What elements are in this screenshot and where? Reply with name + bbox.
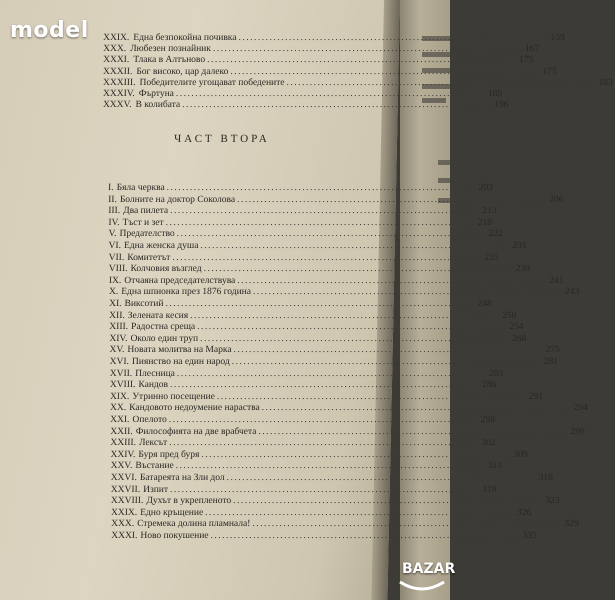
toc-entry-text: Буря пред буря — [138, 449, 200, 460]
toc-entry-title — [109, 344, 231, 356]
toc-entry-text: Духът в укрепленото — [146, 496, 232, 507]
toc-entry — [108, 194, 564, 206]
toc-entry-text: Кандовото недоумение нараства — [129, 403, 260, 414]
toc-entry-number: V. — [108, 229, 117, 240]
toc-entry-title — [103, 54, 205, 66]
toc-entry-title — [110, 414, 167, 426]
toc-entry-text: Виксотий — [124, 299, 164, 309]
toc-entry-page: 283 — [488, 368, 504, 379]
toc-entry-page: 281 — [543, 357, 559, 367]
toc-entry-number: XXXI. — [111, 531, 138, 541]
toc-leader-dots: ................................................................................ — [182, 100, 493, 111]
toc-entry-number: X. — [108, 287, 119, 298]
toc-entry-text: Пиянство на един народ — [131, 357, 230, 367]
toc-entry-page: 298 — [480, 415, 496, 425]
toc-leader-dots: ................................................................................ — [169, 484, 481, 495]
toc-leader-dots: ................................................................................ — [210, 531, 521, 541]
toc-entry-title — [109, 275, 236, 287]
toc-entry-text: Една шпионка през 1876 година — [121, 287, 252, 298]
toc-entry-title — [111, 472, 225, 484]
toc-entry-text: Утринно посещение — [132, 391, 216, 402]
toc-entry-number: XIII. — [109, 322, 129, 333]
toc-entry-title — [103, 32, 237, 44]
toc-entry-title — [108, 194, 235, 206]
toc-entry-title — [110, 449, 199, 461]
toc-leader-dots: ................................................................................ — [203, 264, 514, 275]
toc-entry-text: Победителите угощават победените — [139, 77, 285, 88]
toc-leader-dots: ................................................................................ — [212, 44, 523, 55]
toc-leader-dots: ................................................................................ — [175, 461, 486, 472]
toc-entry-page: 175 — [542, 66, 557, 77]
toc-entry-text: Плесница — [135, 368, 176, 379]
toc-entry-title — [109, 333, 198, 345]
toc-entry-text: Два пилета — [123, 206, 169, 217]
toc-leader-dots: ................................................................................ — [261, 403, 572, 414]
toc-leader-dots: ................................................................................ — [226, 473, 537, 483]
toc-entry — [109, 379, 497, 391]
toc-leader-dots: ................................................................................ — [233, 496, 544, 507]
toc-entry — [108, 228, 504, 240]
toc-leader-dots: ................................................................................ — [252, 287, 564, 298]
toc-entry-number: XVIII. — [109, 380, 136, 391]
toc-leader-dots: ................................................................................ — [233, 345, 544, 356]
toc-entry — [109, 321, 524, 333]
toc-entry-text: Радостна среща — [130, 322, 196, 333]
toc-entry-title — [110, 460, 173, 472]
toc-entry-page: 268 — [512, 333, 527, 344]
toc-entry-page: 183 — [598, 77, 613, 88]
toc-entry-number: XXXV. — [102, 100, 132, 111]
toc-entry — [110, 460, 503, 472]
toc-entry — [110, 414, 496, 426]
toc-entry-text: Опелото — [132, 415, 167, 425]
toc-entry-text: Любезен познайник — [130, 44, 211, 55]
toc-entry-page: 313 — [487, 461, 503, 472]
toc-leader-dots: ................................................................................ — [286, 77, 597, 88]
toc-leader-dots: ................................................................................ — [190, 310, 501, 321]
toc-entry-number: XXV. — [110, 461, 133, 472]
toc-entry — [102, 99, 509, 111]
toc-entry-page: 250 — [502, 310, 517, 321]
toc-entry-page: 302 — [481, 438, 496, 449]
toc-entry-page: 326 — [517, 507, 532, 518]
toc-entry — [110, 437, 496, 449]
toc-entry-title — [111, 495, 231, 507]
toc-entry-title — [103, 43, 211, 55]
toc-entry-page: 275 — [545, 345, 560, 356]
toc-entry-page: 189 — [487, 89, 503, 99]
toc-entry-number: XIX. — [109, 391, 130, 402]
toc-entry-number: VI. — [108, 241, 122, 251]
toc-leader-dots: ................................................................................ — [200, 333, 511, 344]
toc-entry-page: 235 — [484, 252, 499, 263]
toc-leader-dots: ................................................................................ — [252, 519, 563, 530]
toc-entry-number: XII. — [109, 310, 125, 321]
toc-leader-dots: ................................................................................ — [175, 89, 487, 99]
bazar-logo-text: BAZAR — [402, 561, 456, 577]
toc-entry — [110, 484, 497, 496]
toc-leader-dots: ................................................................................ — [166, 183, 477, 193]
toc-entry-page: 203 — [478, 183, 494, 193]
toc-entry-number: III. — [108, 206, 121, 217]
toc-entry — [109, 368, 504, 380]
toc-entry-title — [109, 310, 188, 322]
toc-entry-number: VIII. — [108, 264, 128, 275]
toc-entry-text: Кандов — [138, 380, 169, 391]
toc-entry-title — [111, 484, 168, 496]
toc-entry — [109, 298, 492, 310]
toc-entry-page: 167 — [524, 44, 540, 55]
toc-entry — [103, 32, 565, 44]
toc-entry-number: XVII. — [109, 368, 133, 379]
toc-leader-dots: ................................................................................ — [168, 415, 479, 425]
toc-entry-text: Тлака в Алтъново — [133, 55, 206, 66]
toc-entry-page: 294 — [573, 403, 589, 414]
toc-entry-text: Ново покушение — [140, 531, 209, 541]
toc-entry-number: XXXI. — [103, 55, 130, 66]
toc-entry-text: Колчовия възглед — [130, 264, 202, 275]
toc-entry-number: XXII. — [110, 426, 133, 437]
toc-entry-page: 248 — [477, 299, 492, 309]
toc-entry-page: 335 — [522, 531, 537, 541]
toc-entry-text: Батареята на Зли дол — [139, 473, 225, 483]
toc-entry-page: 206 — [549, 194, 564, 205]
toc-entry-title — [109, 252, 171, 264]
toc-entry-page: 309 — [513, 449, 528, 460]
toc-entry-title — [111, 518, 250, 530]
toc-entry-page: 291 — [528, 391, 544, 402]
toc-leader-dots: ................................................................................ — [165, 299, 476, 309]
toc-entry-number: XXXIII. — [102, 77, 136, 88]
toc-entry-number: XXIII. — [110, 438, 137, 449]
toc-entry-number: XXXII. — [102, 66, 133, 77]
toc-entry-title — [108, 228, 174, 240]
toc-entry-text: Предателство — [119, 229, 175, 240]
toc-entry-text: Около един труп — [130, 333, 199, 344]
toc-entry-title — [110, 368, 175, 380]
toc-entry-number: XX. — [109, 403, 127, 414]
toc-entry-text: Новата молитва на Марка — [127, 345, 232, 356]
toc-entry-text: Комитетът — [127, 252, 171, 263]
toc-entry-page: 329 — [564, 519, 579, 530]
toc-entry-page: 316 — [538, 473, 554, 483]
toc-entry — [102, 66, 557, 78]
toc-leader-dots: ................................................................................ — [197, 322, 508, 333]
toc-entry-text: Една безпокойна почивка — [133, 33, 237, 43]
toc-entry-page: 196 — [494, 100, 509, 111]
brand-watermark: model — [10, 18, 89, 43]
toc-entry-page: 159 — [550, 33, 565, 43]
toc-entry-title — [108, 240, 198, 252]
toc-entry-page: 175 — [519, 55, 534, 66]
toc-entry-number: XXIX. — [103, 33, 130, 43]
toc-entry-text: Философията на две врабчета — [135, 426, 257, 437]
toc-entry-number: XXX. — [103, 44, 127, 55]
toc-entry-number: XIV. — [109, 333, 128, 344]
toc-entry-text: В колибата — [135, 100, 181, 111]
toc-leader-dots: ................................................................................ — [201, 449, 512, 460]
toc-entry — [103, 43, 540, 55]
toc-entry-page: 241 — [549, 275, 564, 286]
toc-leader-dots: ................................................................................ — [169, 380, 481, 391]
toc-entry-page: 286 — [481, 380, 497, 391]
toc-entry-number: XXIX. — [110, 507, 138, 518]
toc-entry-number: XXVIII. — [110, 496, 144, 507]
toc-entry-text: Изпит — [143, 484, 169, 495]
toc-entry-number: XXXIV. — [102, 89, 135, 99]
toc-entry-number: XXVI. — [110, 473, 137, 483]
toc-entry — [111, 530, 537, 542]
toc-entry-page: 299 — [570, 426, 585, 437]
toc-entry-title — [110, 379, 168, 391]
toc-entry-page: 213 — [482, 206, 497, 217]
toc-entry-title — [108, 205, 168, 217]
toc-entry-title — [110, 426, 256, 438]
toc-entry-number: XXI. — [110, 415, 130, 425]
toc-entry — [102, 88, 503, 100]
toc-leader-dots: ................................................................................ — [169, 438, 480, 449]
toc-leader-dots: ................................................................................ — [176, 229, 487, 240]
toc-leader-dots: ................................................................................ — [230, 66, 541, 77]
toc-entry-title — [111, 507, 203, 519]
toc-entry-number: XXX. — [111, 519, 135, 530]
toc-entry-title — [103, 66, 229, 78]
toc-entry-number: II. — [108, 194, 117, 205]
toc-leader-dots: ................................................................................ — [231, 357, 542, 367]
toc-entry — [103, 54, 534, 66]
toc-entry-number: XVI. — [109, 357, 130, 367]
toc-entry — [108, 205, 497, 217]
toc-entry — [110, 472, 554, 484]
toc-entry — [109, 333, 527, 345]
toc-entry-title — [109, 263, 202, 275]
toc-leader-dots: ................................................................................ — [207, 55, 518, 66]
toc-entry — [108, 217, 492, 229]
toc-entry-page: 222 — [488, 229, 504, 240]
toc-leader-dots: ................................................................................ — [237, 194, 548, 205]
toc-leader-dots: ................................................................................ — [258, 426, 569, 437]
toc-entry — [109, 402, 589, 414]
toc-entry — [110, 507, 532, 519]
toc-entry-number: XXVII. — [110, 484, 141, 495]
toc-entry-text: Зелената кесия — [127, 310, 189, 321]
toc-entry-title — [103, 99, 180, 111]
toc-entry-text: Лексът — [138, 438, 168, 449]
section-heading: ЧАСТ ВТОРА — [173, 133, 270, 145]
toc-entry-page: 243 — [564, 287, 580, 298]
toc-entry-title — [110, 437, 167, 449]
toc-entry-number: XXIV. — [110, 449, 136, 460]
toc-entry-page: 231 — [512, 241, 527, 251]
toc-entry-title — [110, 391, 215, 403]
toc-leader-dots: ................................................................................ — [237, 275, 548, 286]
toc-entry-text: Бяла черква — [116, 183, 165, 193]
toc-entry-number: VII. — [108, 252, 125, 263]
toc-entry — [109, 344, 560, 356]
toc-entry — [111, 518, 579, 530]
toc-entry-number: IV. — [108, 217, 120, 228]
toc-entry-text: Отчаяна председателствува — [124, 275, 236, 286]
toc-entry-title — [108, 182, 165, 194]
toc-entry — [109, 356, 559, 368]
toc-leader-dots: ................................................................................ — [165, 217, 476, 228]
toc-entry-text: Болните на доктор Соколова — [119, 194, 236, 205]
toc-entry-title — [103, 77, 285, 89]
toc-entry — [108, 286, 580, 298]
toc-entry-text: Стремека долина пламнала! — [137, 519, 251, 530]
toc-entry-text: Въстание — [135, 461, 174, 472]
toc-entry — [108, 275, 564, 287]
toc-entry-title — [109, 321, 195, 333]
toc-entry-number: XI. — [109, 299, 122, 309]
toc-entry-page: 218 — [477, 217, 492, 228]
toc-entry — [108, 263, 530, 275]
toc-entry-number: IX. — [108, 275, 122, 286]
toc-entry-title — [108, 217, 163, 229]
toc-leader-dots: ................................................................................ — [216, 391, 528, 402]
toc-entry-text: Една женска душа — [123, 241, 199, 251]
toc-entry — [109, 391, 544, 403]
toc-entry-page: 319 — [481, 484, 497, 495]
toc-entry-page: 239 — [515, 264, 530, 275]
toc-entry-title — [110, 356, 230, 368]
toc-entry — [108, 252, 499, 264]
toc-entry-number: XV. — [109, 345, 125, 356]
toc-entry — [108, 240, 527, 252]
toc-leader-dots: ................................................................................ — [176, 368, 488, 379]
toc-entry — [109, 310, 517, 322]
toc-entry-title — [103, 88, 174, 100]
adjacent-text-line — [438, 160, 450, 165]
toc-leader-dots: ................................................................................ — [200, 241, 511, 251]
toc-entry — [107, 182, 494, 194]
toc-entry-title — [111, 530, 209, 542]
toc-entry-title — [110, 402, 260, 414]
toc-leader-dots: ................................................................................ — [205, 507, 516, 518]
toc-entry-title — [109, 298, 164, 310]
toc-entry-page: 254 — [509, 322, 524, 333]
toc-entry-text: Фъртуна — [138, 89, 175, 99]
toc-entry — [110, 449, 528, 461]
toc-entry-number: I. — [107, 183, 114, 193]
toc-entry-text: Тъст и зет — [122, 217, 164, 228]
toc-entry — [102, 77, 613, 89]
toc-leader-dots: ................................................................................ — [238, 33, 549, 43]
toc-entry-text: Бог високо, цар далеко — [136, 66, 229, 77]
toc-leader-dots: ................................................................................ — [172, 252, 483, 263]
toc-leader-dots: ................................................................................ — [170, 206, 481, 217]
toc-entry-page: 323 — [545, 496, 560, 507]
toc-entry-text: Едно кръщение — [140, 507, 204, 518]
toc-entry — [110, 495, 560, 507]
toc-entry — [110, 426, 585, 438]
toc-entry-title — [109, 286, 251, 298]
